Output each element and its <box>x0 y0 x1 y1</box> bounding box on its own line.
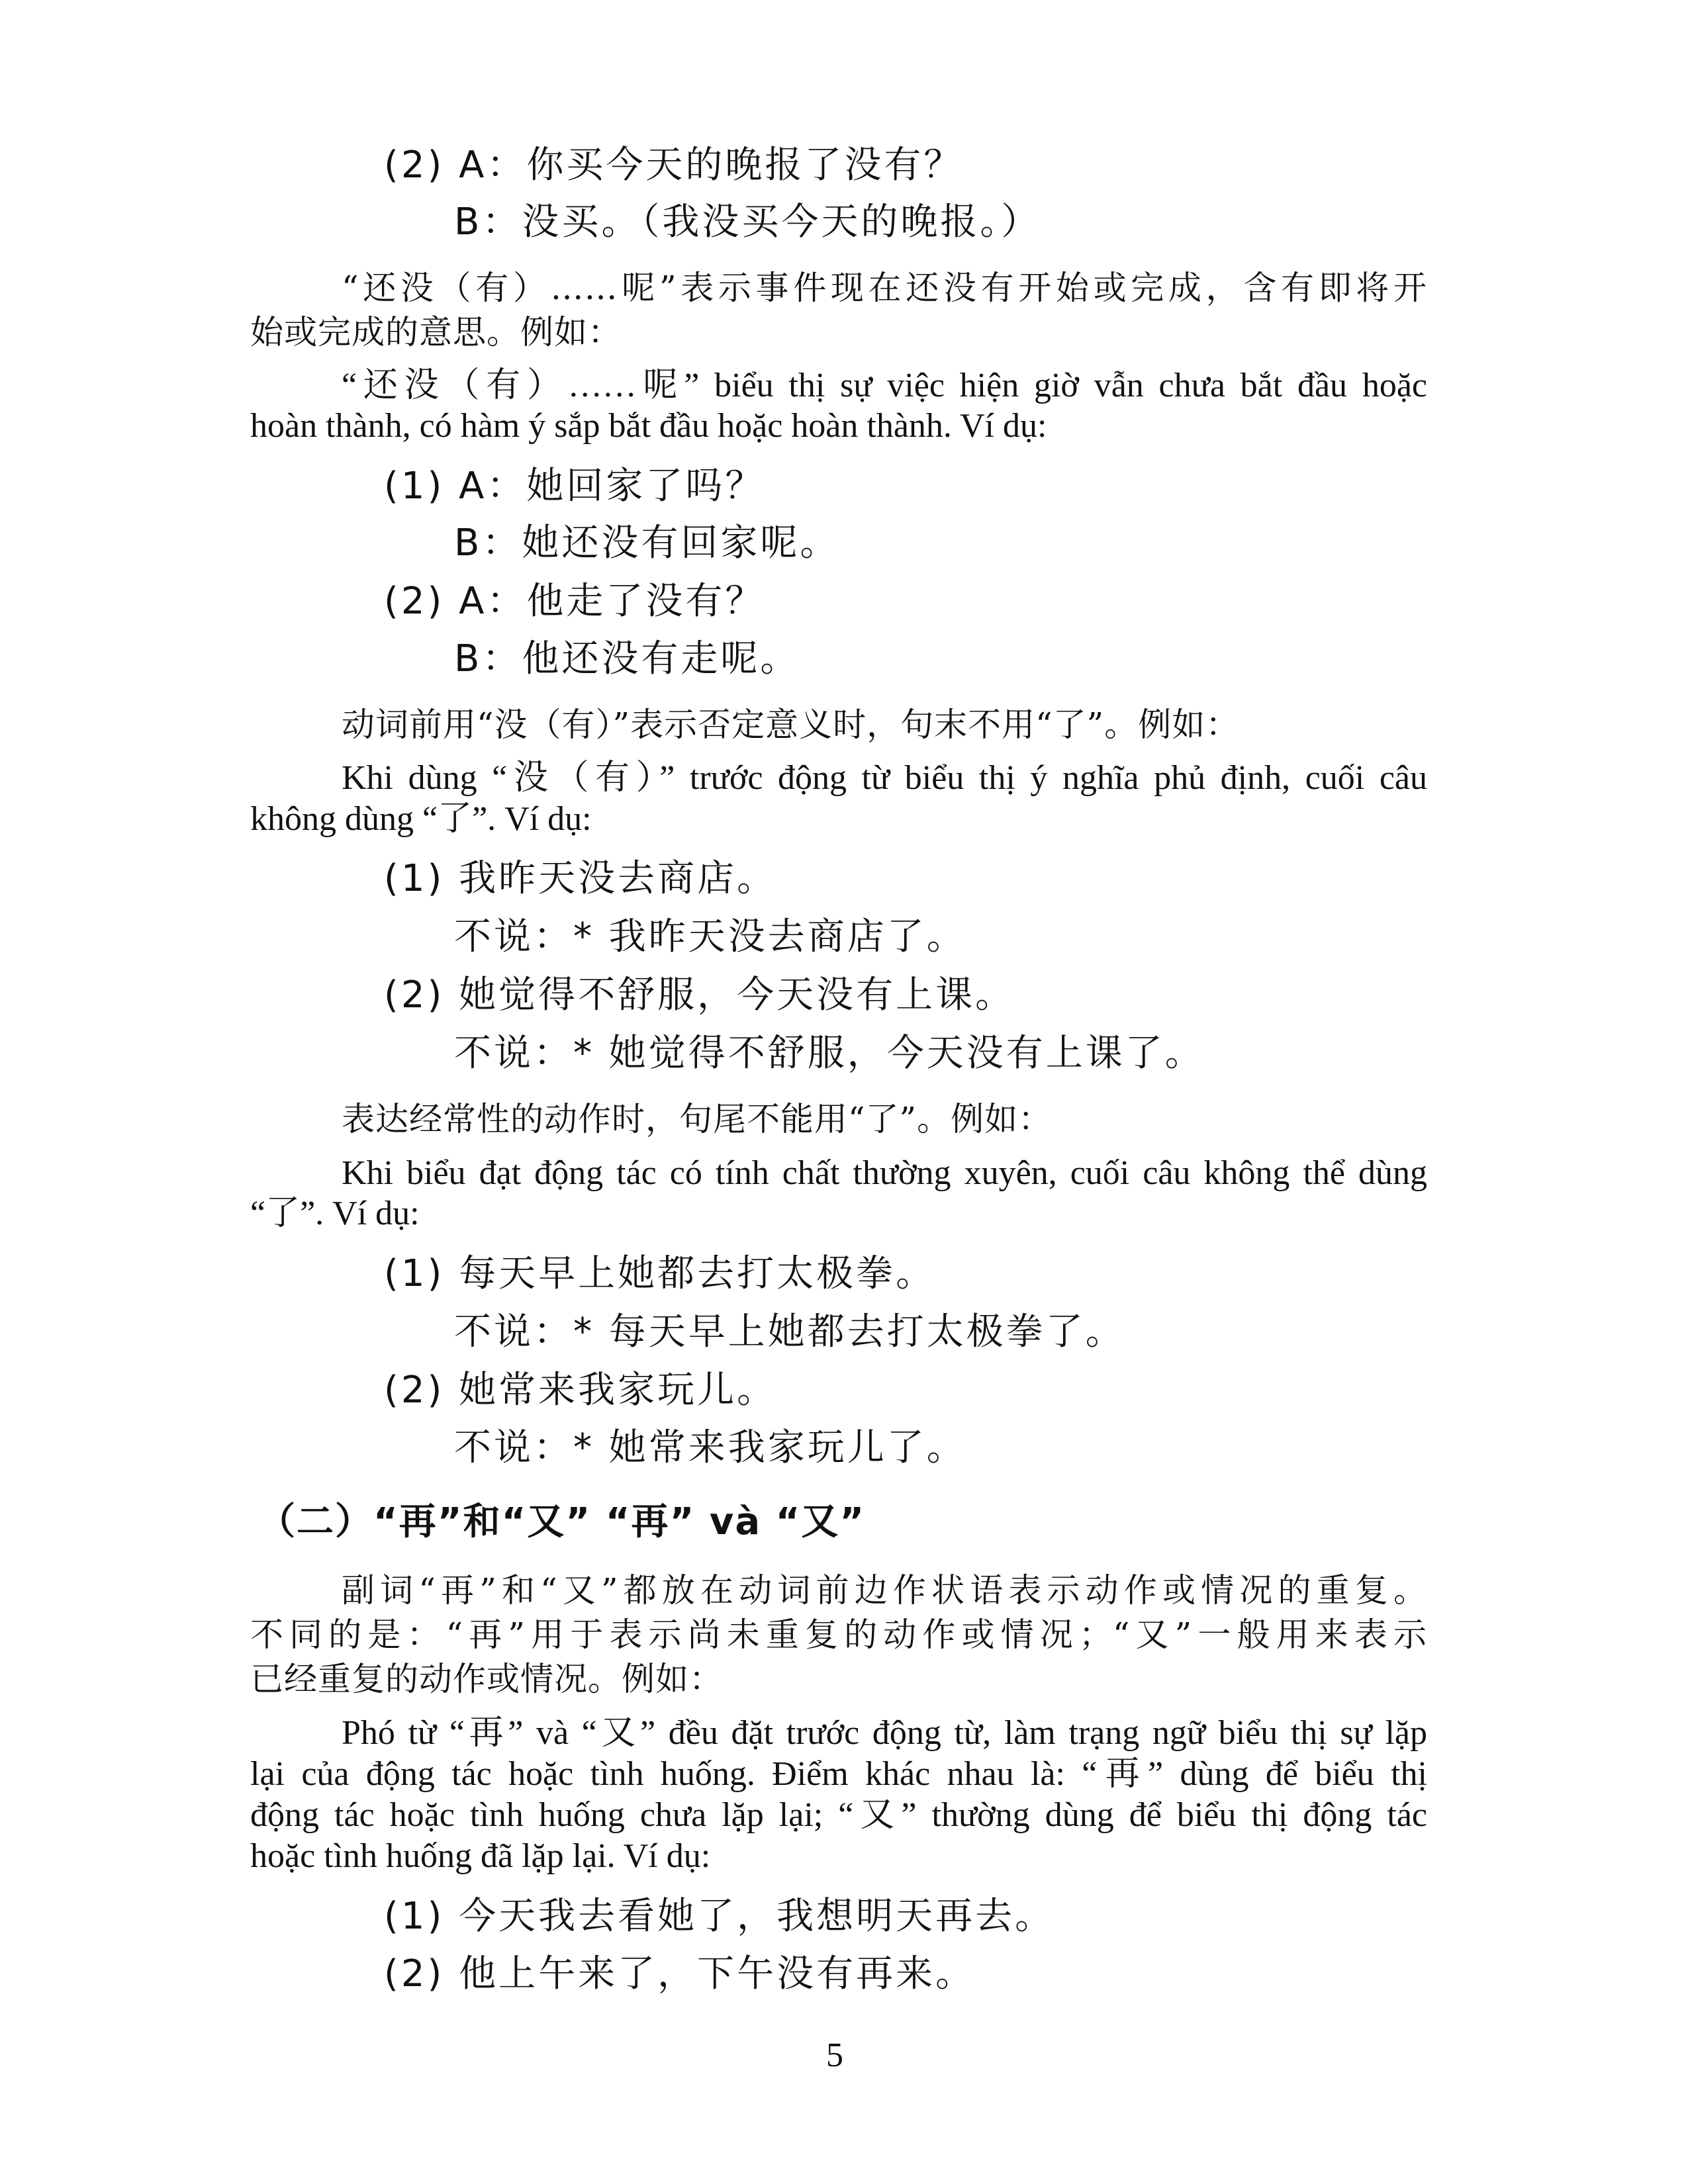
rule-habitual-example-2: (2) 她常来我家玩儿。 <box>384 1369 777 1412</box>
rule-haimei-zh-line2: 始或完成的意思。例如： <box>250 313 622 351</box>
rule-haimei-zh-line1: “还没（有）……呢”表示事件现在还没有开始或完成，含有即将开 <box>342 269 1427 307</box>
rule-mei-zh-line1: 动词前用“没（有）”表示否定意义时，句末不用“了”。例如： <box>342 705 1240 744</box>
rule-mei-example-1-not: 不说：* 我昨天没去商店了。 <box>454 915 966 958</box>
rule-habitual-example-1: (1) 每天早上她都去打太极拳。 <box>384 1252 936 1295</box>
rule-haimei-vi-line2: hoàn thành, có hàm ý sắp bắt đầu hoặc hoàn thành. Ví dụ: <box>250 407 1047 445</box>
rule-haimei-vi-line1: “还没（有）……呢” biểu thị sự việc hiện giờ vẫn chưa bắt đầu hoặc <box>342 367 1427 404</box>
rule-mei-example-1: (1) 我昨天没去商店。 <box>384 857 777 900</box>
rule-mei-example-2-not: 不说：* 她觉得不舒服，今天没有上课了。 <box>454 1032 1205 1075</box>
rule-mei-example-2: (2) 她觉得不舒服，今天没有上课。 <box>384 974 1015 1017</box>
rule-haimei-example-1-b: B：她还没有回家呢。 <box>454 522 840 565</box>
section-2-heading: （二）“再”和“又” “再” và “又” <box>258 1500 866 1543</box>
rule-habitual-example-2-not: 不说：* 她常来我家玩儿了。 <box>454 1426 966 1469</box>
section-2-zh-line2: 不同的是：“再”用于表示尚未重复的动作或情况；“又”一般用来表示 <box>250 1615 1427 1654</box>
section-2-example-1: (1) 今天我去看她了，我想明天再去。 <box>384 1895 1055 1938</box>
section-2-vi-line1: Phó từ “再” và “又” đều đặt trước động từ, làm trạng ngữ biểu thị sự lặp <box>342 1714 1427 1752</box>
page-number: 5 <box>826 2036 843 2074</box>
rule-haimei-example-2-a: (2) A：他走了没有？ <box>384 580 765 623</box>
section-2-zh-line3: 已经重复的动作或情况。例如： <box>250 1660 723 1698</box>
rule-mei-vi-line2: không dùng “了”. Ví dụ: <box>250 800 592 838</box>
rule-mei-vi-line1: Khi dùng “没（有）” trước động từ biểu thị ý nghĩa phủ định, cuối câu <box>342 759 1427 797</box>
rule-haimei-example-1-a: (1) A：她回家了吗？ <box>384 465 765 508</box>
rule-habitual-example-1-not: 不说：* 每天早上她都去打太极拳了。 <box>454 1310 1125 1353</box>
rule-habitual-vi-line2: “了”. Ví dụ: <box>250 1195 420 1232</box>
section-2-vi-line4: hoặc tình huống đã lặp lại. Ví dụ: <box>250 1837 711 1875</box>
rule-habitual-zh-line1: 表达经常性的动作时，句尾不能用“了”。例如： <box>342 1100 1053 1138</box>
rule-habitual-vi-line1: Khi biểu đạt động tác có tính chất thường xuyên, cuối câu không thể dùng <box>342 1154 1427 1192</box>
section-2-vi-line3: động tác hoặc tình huống chưa lặp lại; “又” thường dùng để biểu thị động tác <box>250 1796 1427 1834</box>
example-2-b: B：没买。（我没买今天的晚报。） <box>454 201 1041 244</box>
section-2-vi-line2: lại của động tác hoặc tình huống. Điểm khác nhau là: “再” dùng để biểu thị <box>250 1755 1427 1793</box>
rule-haimei-example-2-b: B：他还没有走呢。 <box>454 637 800 680</box>
example-2-a: (2) A：你买今天的晚报了没有？ <box>384 144 964 187</box>
section-2-example-2: (2) 他上午来了，下午没有再来。 <box>384 1952 976 1995</box>
section-2-zh-line1: 副词“再”和“又”都放在动词前边作状语表示动作或情况的重复。 <box>342 1571 1427 1610</box>
